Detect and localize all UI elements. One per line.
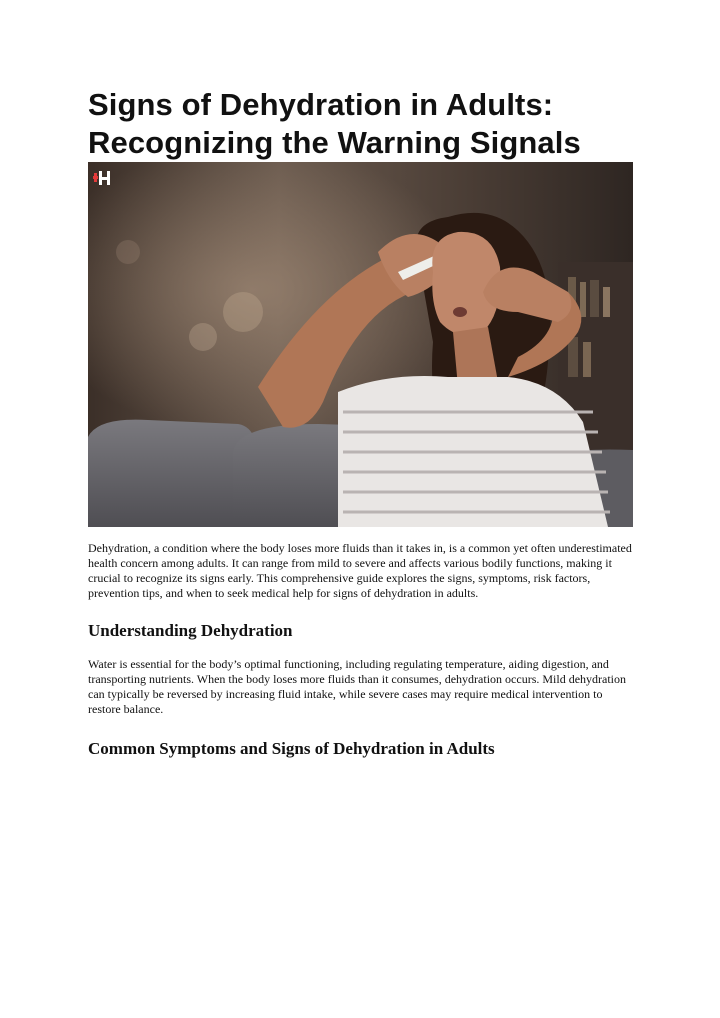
page-title xyxy=(88,86,636,162)
section-heading: Common Symptoms and Signs of Dehydration in Adults xyxy=(88,739,495,758)
health-h-logo-icon xyxy=(92,168,112,188)
hero-illustration xyxy=(88,162,633,527)
article xyxy=(88,86,636,759)
intro-paragraph: Dehydration, a condition where the body loses more fluids than it takes in, is a common yet often underestimated health concern among adults. It can range from mild to severe and affects various bodily functions, making it crucial to recognize its signs early. This comprehensive guide explores the signs, symptoms, risk factors, prevention tips, and when to seek medical help for signs of dehydration in adults. xyxy=(88,541,632,600)
title-line-2: Recognizing the Warning Signals xyxy=(88,125,581,160)
section-paragraph: Water is essential for the body’s optimal functioning, including regulating temperature, aiding digestion, and transporting nutrients. When the body loses more fluids than it consumes, dehydration occurs. Mild dehydration can typically be reversed by increasing fluid intake, while severe cases may require medical intervention to restore balance. xyxy=(88,657,627,716)
section-heading: Understanding Dehydration xyxy=(88,621,293,640)
title-line-1: Signs of Dehydration in Adults: xyxy=(88,87,554,122)
hero-image xyxy=(88,162,633,527)
